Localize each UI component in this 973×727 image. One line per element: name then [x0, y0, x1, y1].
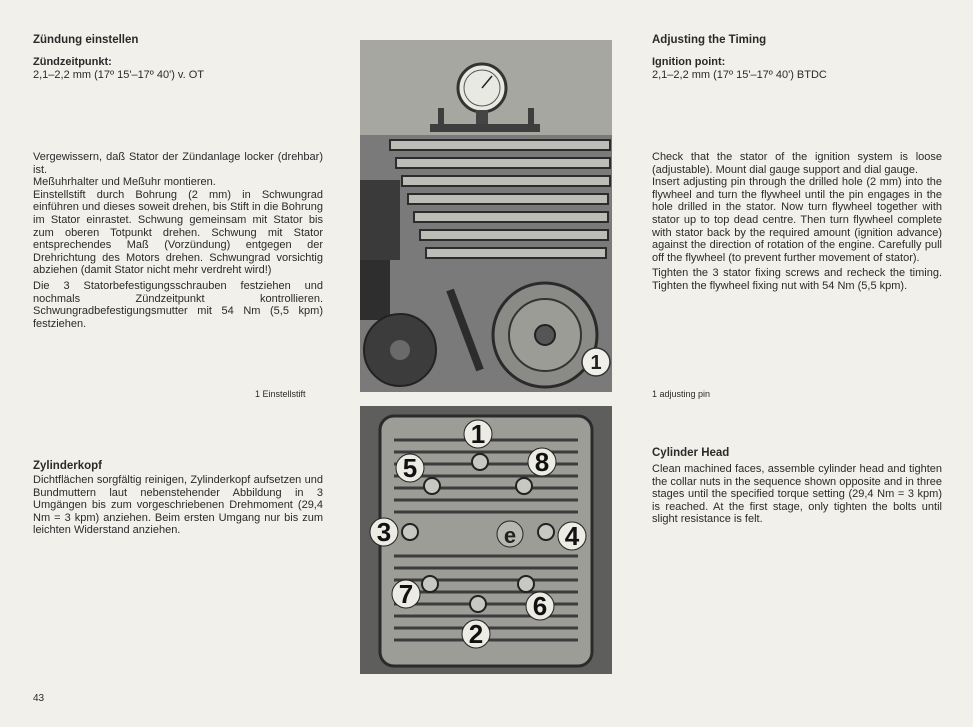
- paragraph: Die 3 Statorbefestigungsschrauben festziehen und nochmals Zündzeitpunkt kontrollieren. Schwungradbefestigungsmutter mit 54 Nm (5,5 kpm) festziehen.: [33, 279, 323, 330]
- sequence-label-7: 7: [398, 579, 414, 609]
- engine-timing-photo: [360, 40, 612, 392]
- ignition-value-en: 2,1–2,2 mm (17º 15'–17º 40') BTDC: [652, 68, 827, 81]
- sequence-label-3: 3: [376, 517, 392, 547]
- paragraph: Insert adjusting pin through the drilled hole (2 mm) into the flywheel and turn the flywheel until the pin engages in the hole drilled in the stator. Now turn flywheel together with stator up to top dead centre. Then turn flywheel complete with stator back by the required amount (ignition advance) against the direction of rotation of the engine. Carefully pull off the flywheel (to prevent further movement of stator).: [652, 176, 942, 264]
- paragraph: Check that the stator of the ignition system is loose (adjustable). Mount dial gauge support and dial gauge.: [652, 151, 942, 176]
- ignition-text-de: [33, 151, 323, 330]
- cylinder-section-de: [33, 459, 323, 537]
- ignition-subheading-de: Zündzeitpunkt:: [33, 56, 112, 68]
- ignition-subheading-en: Ignition point:: [652, 56, 726, 68]
- ignition-heading-en: Adjusting the Timing: [652, 34, 767, 46]
- english-column: [652, 33, 942, 81]
- ignition-text-en: [652, 151, 942, 293]
- cylinder-heading-en: Cylinder Head: [652, 447, 730, 459]
- callout-1: 1: [590, 352, 602, 374]
- paragraph: Tighten the 3 stator fixing screws and recheck the timing. Tighten the flywheel fixing nut with 54 Nm (5,5 kpm).: [652, 267, 942, 292]
- sequence-label-6: 6: [532, 591, 548, 621]
- ignition-value-de: 2,1–2,2 mm (17º 15'–17º 40') v. OT: [33, 68, 204, 81]
- cylinder-section-en: [652, 446, 942, 526]
- paragraph: Meßuhrhalter und Meßuhr montieren.: [33, 176, 216, 189]
- cylinder-head-photo: [360, 406, 612, 674]
- sequence-label-1: 1: [470, 419, 486, 449]
- cylinder-heading-de: Zylinderkopf: [33, 460, 103, 472]
- spark-plug-label: e: [503, 523, 517, 548]
- sequence-label-4: 4: [564, 521, 580, 551]
- caption-en: 1 adjusting pin: [652, 389, 711, 399]
- sequence-label-5: 5: [402, 453, 418, 483]
- german-column: [33, 33, 323, 81]
- paragraph: Vergewissern, daß Stator der Zündanlage locker (drehbar) ist.: [33, 151, 323, 176]
- paragraph: Einstellstift durch Bohrung (2 mm) in Schwungrad einführen und dieses soweit drehen, bis Stift in die Bohrung im Stator einrastet. Schwung gemeinsam mit Stator bis zum oberen Totpunkt drehen. Schwung mit Stator entsprechendes Maß (Vorzündung) entgegen der Drehrichtung des Motors drehen. Schwungrad vorsichtig abziehen (damit Stator nicht mehr verdreht wird!): [33, 188, 323, 277]
- ignition-heading-de: Zündung einstellen: [33, 34, 139, 46]
- sequence-label-8: 8: [534, 447, 550, 477]
- cylinder-text-de: Dichtflächen sorgfältig reinigen, Zylinderkopf aufsetzen und Bundmuttern laut nebenstehender Abbildung in 3 Umgängen bis zum vorgeschriebenen Drehmoment (29,4 Nm = 3 kpm) anziehen. Beim ersten Umgang nur bis zum leichten Widerstand anziehen.: [33, 474, 323, 537]
- page-number: 43: [33, 693, 45, 704]
- caption-de: 1 Einstellstift: [255, 389, 306, 399]
- cylinder-text-en: Clean machined faces, assemble cylinder head and tighten the collar nuts in the sequence shown opposite and in three stages until the specified torque setting (29,4 Nm = 3 kpm) is reached. At the first stage, only tighten the bolts until slight resistance is felt.: [652, 463, 942, 526]
- sequence-label-2: 2: [468, 619, 484, 649]
